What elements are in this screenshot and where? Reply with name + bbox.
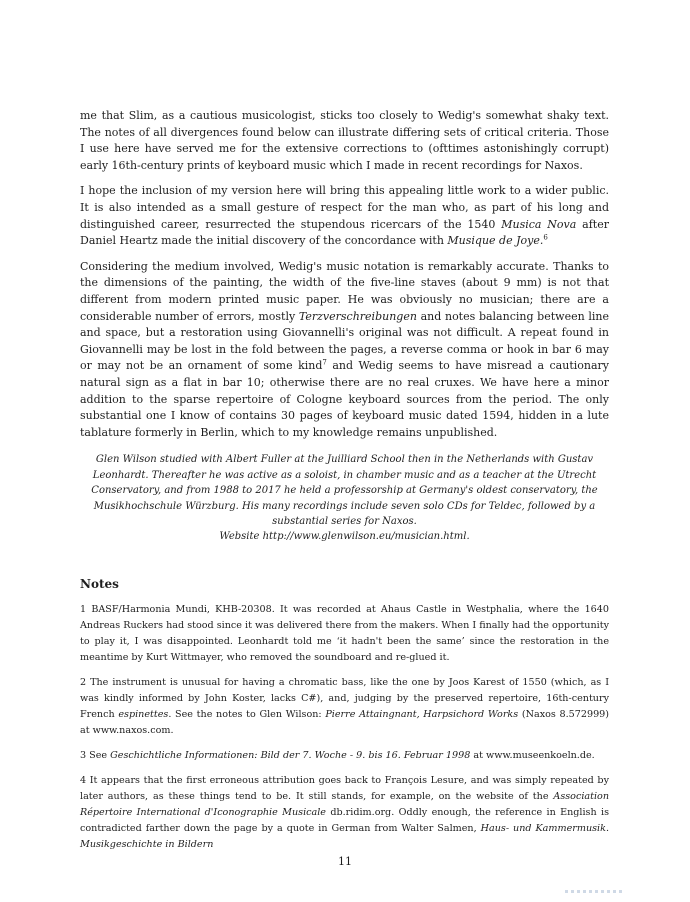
italic-text: Geschichtliche Informationen: Bild der 7. Woche - 9. bis 16. Februar 1998 (110, 749, 471, 761)
text-run: and Wedig seems to have misread a cautionary natural sign as a flat in bar 10; otherwise there are no real cruxes. We have here a minor addition to the sparse repertoire of Cologne keyboard sources from the period. The only substantial one I know of contains 30 pages of keyboard music dated 1594, hidden in a lute tablature formerly in Berlin, which to my knowledge remains unpublished. (80, 359, 610, 439)
text-run: 4 It appears that the first erroneous attribution goes back to François Lesure, and was simply repeated by later authors, as these things tend to be. It still stands, for example, on the website of the (80, 774, 609, 802)
text-run: and notes balancing between line and space, but a restoration using Giovannelli's original was not difficult. A repeat found in Giovannelli may be lost in the fold between the pages, a reverse comma or hook in bar 6 may or may not be an ornament of some kind (80, 309, 609, 373)
italic-text: Terzverschreibungen (298, 309, 417, 323)
text-run: at www.museenkoeln.de. (470, 749, 595, 761)
footnote-ref: 7 (322, 358, 327, 367)
text-run: me that Slim, as a cautious musicologist, sticks too closely to Wedig's somewhat shaky text. The notes of all divergences found below can illustrate differing sets of critical criteria. Those I use here have served me for the extensive corrections to (ofttimes astonishingly corrupt) early 16th-century prints of keyboard music which I made in recent recordings for Naxos. (80, 109, 609, 172)
text-run: 1 BASF/Harmonia Mundi, KHB-20308. It was recorded at Ahaus Castle in Westphalia, where the 1640 Andreas Ruckers had stood since it was delivered there from the makers. When I finally had the opportunity to play it, I was disappointed. Leonhardt told me ‘it hadn't been the same’ since the restoration in the meantime by Kurt Wittmayer, who removed the soundboard and re-glued it. (80, 603, 609, 663)
text-run: . See the notes to Glen Wilson: (168, 708, 326, 720)
author-bio (80, 452, 609, 544)
author-website: Website http://www.glenwilson.eu/musician.html. (219, 531, 470, 543)
footnote-4 (80, 773, 609, 853)
italic-text: Musica Nova (501, 217, 577, 231)
text-run: (Naxos 8.572999) at www.naxos.com. (80, 708, 610, 736)
text-run: I hope the inclusion of my version here will bring this appealing little work to a wider public. It is also intended as a small gesture of respect for the man who, as part of his long and distinguished career, resurrected the stupendous ricercars of the 1540 (80, 184, 609, 231)
italic-text: Musique de Joye. (447, 234, 544, 248)
italic-text: Association Répertoire International d'Iconographie Musicale (80, 790, 609, 818)
author-bio-text: Glen Wilson studied with Albert Fuller at the Juilliard School then in the Netherlands with Gustav Leonhardt. Thereafter he was active as a soloist, in chamber music and as a teacher at the Utrecht Conservatory, and from 1988 to 2017 he held a professorship at Germany's oldest conservatory, the Musikhochschule Würzburg. His many recordings include seven solo CDs for Teldec, followed by a substantial series for Naxos. (91, 454, 598, 527)
text-run: db.ridim.org. Oddly enough, the reference in English is contradicted farther down the page by a quote in German from Walter Salmen, (80, 806, 610, 834)
footnote-1 (80, 602, 609, 666)
page-content (80, 108, 609, 862)
footnote-ref: 6 (543, 233, 548, 242)
body-paragraph-3 (80, 259, 609, 442)
italic-text: espinettes (118, 708, 169, 720)
text-run: Considering the medium involved, Wedig's music notation is remarkably accurate. Thanks to the dimensions of the painting, the width of the five-line staves (about 9 mm) is not that different from modern printed music paper. He was obviously no musician; there are a considerable number of errors, mostly (80, 259, 609, 323)
page-number: 11 (338, 855, 352, 868)
body-paragraph-1 (80, 108, 609, 174)
footnote-2 (80, 675, 609, 739)
italic-text: Haus- und Kammermusik. Musikgeschichte in Bildern (80, 822, 609, 850)
text-run: after Daniel Heartz made the initial discovery of the concordance with (80, 217, 609, 248)
italic-text: Pierre Attaingnant, Harpsichord Works (325, 708, 519, 720)
text-run: 3 See (80, 749, 111, 761)
footnote-3 (80, 748, 609, 764)
scan-artifact (565, 890, 623, 893)
notes-heading: Notes (80, 576, 119, 591)
text-run: 2 The instrument is unusual for having a chromatic bass, like the one by Joos Karest of 1550 (which, as I was kindly informed by John Koster, lacks C#), and, judging by the preserved repertoire, 16th-century French (80, 676, 609, 720)
body-paragraph-2 (80, 183, 609, 249)
